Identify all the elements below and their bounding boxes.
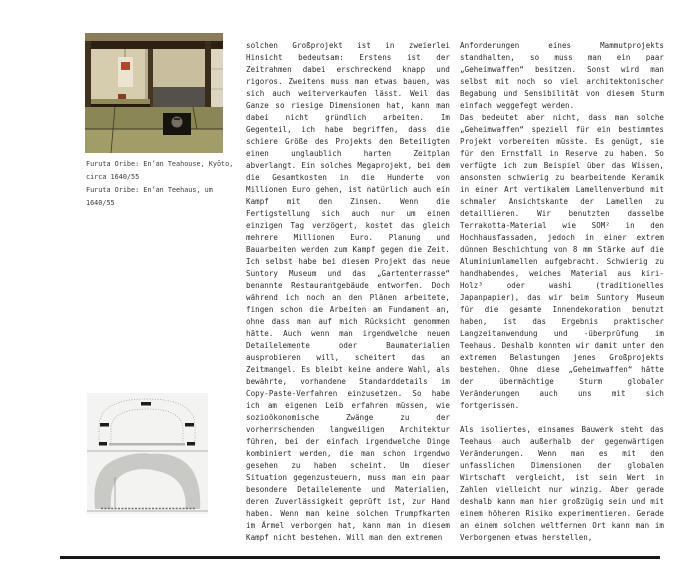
paragraph: solchen Großprojekt ist in zweierlei Hinsicht bedeutsam: Erstens ist der Zeitrahmen dabei erschreckend knapp und rigoros. Zweitens muss man etwas bauen, was sich auch weiterverkaufen lässt. Weil das Ganze so riesige Dimensionen hat, kann man dabei nicht gründlich arbeiten. Im Gegenteil, ich habe begriffen, dass die schiere Größe des Projekts den Beteiligten einen unglaublich harten Zeitplan abverlangt. Ein solches Megaprojekt, bei dem die Gesamtkosten in die Hunderte von Millionen Euro gehen, ist natürlich auch ein Kampf mit den Zinsen. Wenn die Fertigstellung sich auch nur um einen einzigen Tag verzögert, kostet das gleich mehrere Millionen Euro. Planung und Bauarbeiten werden zum Kampf gegen die Zeit. Ich selbst habe bei diesem Projekt das neue Suntory Museum und das „Gartenterrasse“ benannte Restaurantgebäude entworfen. Doch während ich noch an den Plänen arbeitete, fingen schon die Arbeiten am Fundament an, ohne dass man auf mich Rücksicht genommen hätte. Auch wenn man irgendwelche neuen Detailelemente oder Baumaterialien ausprobieren will, scheitert das an Zeitmangel. Es bleibt keine andere Wahl, als bewährte, vorhandene Standarddetails im Copy-Paste-Verfahren einzusetzen. So habe ich am eigenen Leib erfahren müssen, wie sozioökonomische Zwänge zu der vorherrschenden langweiligen Architektur führen, bei der einfach irgendwelche Dinge kombiniert werden, die man schon irgendwo gesehen zu haben scheint. Um dieser Situation gegenzusteuern, muss man ein paar besondere Detailelemente und Materialien, deren Zuverlässigkeit geprüft ist, zur Hand haben. Wenn man keine solchen Trumpfkarten im Ärmel verborgen hat, kann man in diesem Kampf nicht bestehen. Will man den extremen — [246, 41, 450, 542]
caption-line-en-1: Furuta Oribe: En’an Teahouse, Kyōto, — [86, 160, 234, 168]
paragraph: Anforderungen eines Mammutprojekts standhalten, so muss man ein paar „Geheimwaffen“ besitzen. Sonst wird man selbst mit noch so viel architektonischer Begabung und Sensibilität von diesem Sturm einfach weggefegt werden. — [460, 41, 664, 110]
text-column-right — [460, 40, 664, 544]
marker-right — [185, 423, 194, 427]
kettle-lid — [174, 118, 180, 120]
text-column-left — [246, 40, 450, 544]
teahouse-photo-art — [85, 33, 223, 153]
marker-top — [141, 402, 151, 406]
section-drawing-panel — [87, 393, 208, 514]
paragraph: Das bedeutet aber nicht, dass man solche „Geheimwaffen“ speziell für ein bestimmtes Projekt vorbereiten müsste. Es genügt, sie für den Ernstfall in Reserve zu haben. So verfügte ich zum Beispiel über das Wissen, ansonsten schwierig zu bearbeitende Keramik in einer Art vertikalem Lamellenverbund mit schmaler Ansichtskante der Lamellen zu detaillieren. Wir benutzten dasselbe Terrakotta-Material wie SOM² in den Hochhausfassaden, jedoch in einer extrem dünnen Beschichtung von 8 mm Stärke auf die Aluminiumlamellen aufgebracht. Schwierig zu handhabendes, weiches Material aus kiri-Holz³ oder washi (traditionelles Japanpapier), das wir beim Suntory Museum für die gesamte Innendekoration benutzt haben, ist das Ergebnis praktischer Langzeitanwendung und -überprüfung im Teehaus. Deshalb konnten wir damit unter den extremen Belastungen jenes Großprojekts bestehen. Ohne diese „Geheimwaffen“ hätte der übermächtige Sturm globaler Veränderungen auch uns mit sich fortgerissen. — [460, 113, 664, 410]
hanging-scroll — [118, 57, 133, 87]
caption-line-en-2: circa 1640/55 — [86, 173, 140, 181]
marker-base-right — [187, 442, 195, 446]
section-drawing-art — [87, 393, 208, 514]
paragraph: Als isoliertes, einsames Bauwerk steht das Teehaus auch außerhalb der gegenwärtigen Veränderungen. Wenn man es mit den unfasslichen Dimensionen der globalen Wirtschaft vergleicht, ist sein Wert in Zahlen vielleicht nur winzig. Aber gerade deshalb kann man hier großzügig sein und mit einem höheren Risiko experimentieren. Gerade an einem solchen weltfernen Ort kann man im Verborgenen etwas herstellen, — [460, 425, 664, 542]
red-utensil — [118, 94, 126, 99]
shoji-screen — [211, 49, 223, 111]
caption-line-de-2: 1640/55 — [86, 199, 115, 207]
caption-line-de-1: Furuta Oribe: En’an Teehaus, um — [86, 186, 213, 194]
photo-caption — [86, 158, 241, 210]
alcove-floor-edge — [91, 104, 150, 107]
ceiling — [85, 33, 223, 41]
lintel-beam — [85, 41, 223, 49]
marker-left — [100, 423, 109, 427]
marker-base-left — [99, 442, 107, 446]
tatami-front — [85, 129, 223, 153]
teahouse-photo — [85, 33, 223, 153]
scroll-artwork — [121, 62, 130, 70]
footer-rule — [60, 556, 660, 559]
base-bar — [109, 443, 185, 446]
